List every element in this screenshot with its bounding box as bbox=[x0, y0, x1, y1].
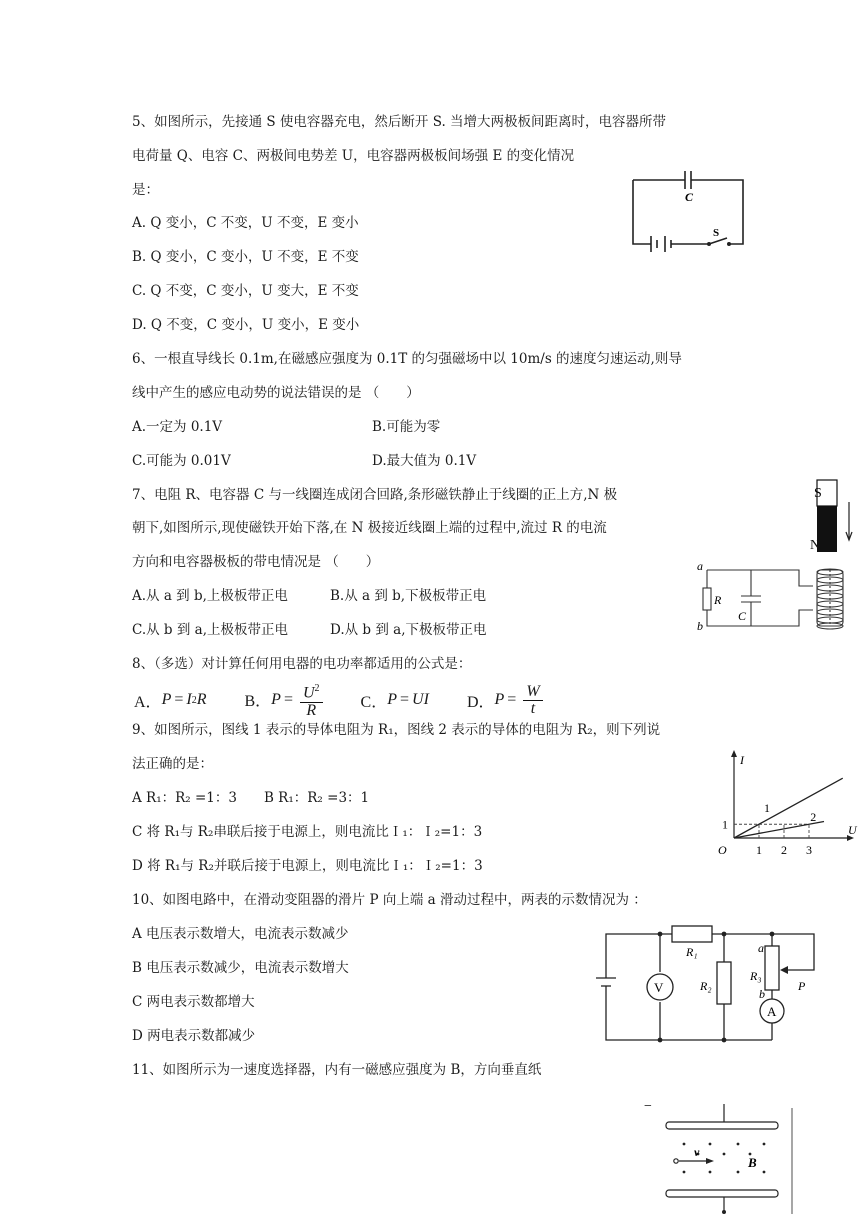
q10-voltmeter-label: V bbox=[654, 980, 664, 995]
q9-y-axis-label: I bbox=[740, 753, 744, 767]
q6-option-d: D.最大值为 0.1V bbox=[372, 453, 477, 469]
q6-line-2: 线中产生的感应电动势的说法错误的是 （ ） bbox=[132, 385, 420, 401]
q11-fig-b-label: B bbox=[748, 1155, 757, 1170]
q11-fig-v-label: v bbox=[694, 1145, 700, 1159]
q9-iu-graph bbox=[710, 748, 855, 863]
q9-option-c: C 将 R₁与 R₂串联后接于电源上，则电流比Ｉ₁：Ｉ₂=1：3 bbox=[132, 824, 483, 840]
q10-fig-a-label: a bbox=[758, 941, 764, 955]
q8-d-w: W bbox=[523, 684, 542, 701]
q8-b-p: P bbox=[271, 690, 281, 708]
q8-option-a bbox=[134, 689, 206, 712]
q7-option-d: D.从 b 到 a,下极板带正电 bbox=[330, 622, 487, 638]
q5-fig-s-label: S bbox=[713, 227, 720, 239]
q5-capacitor-circuit-figure bbox=[625, 168, 750, 253]
q8-option-b bbox=[244, 681, 322, 718]
q5-option-b: B. Q 变小，C 变小，U 不变，E 不变 bbox=[132, 249, 359, 265]
q6-option-b: B.可能为零 bbox=[372, 419, 441, 435]
q9-series-line-1 bbox=[734, 778, 843, 838]
q5-line-3: 是： bbox=[132, 182, 159, 198]
q9-x-tick-label: 1 bbox=[756, 843, 762, 857]
q7-fig-s-label: S bbox=[814, 486, 822, 501]
q7-option-a: A.从 a 到 b,上极板带正电 bbox=[132, 588, 288, 604]
q8-b-r: R bbox=[306, 701, 317, 719]
q10-fig-p-label: P bbox=[798, 979, 806, 993]
q7-magnet-figure bbox=[808, 476, 858, 554]
q8-c-p: P bbox=[387, 691, 398, 708]
q8-b-u: U bbox=[302, 684, 315, 702]
q8-b-fraction bbox=[300, 681, 323, 718]
q9-series-label-1: 1 bbox=[764, 800, 770, 815]
q8-d-fraction bbox=[523, 684, 542, 717]
q8-option-c-label: C． bbox=[360, 693, 388, 711]
q8-option-d bbox=[467, 684, 543, 717]
q9-y-tick-label: 1 bbox=[722, 817, 728, 832]
q8-a-exp: 2 bbox=[191, 694, 197, 706]
q6-option-c: C.可能为 0.01V bbox=[132, 453, 231, 469]
q8-d-eq: = bbox=[507, 691, 517, 708]
q7-fig-n-label: N bbox=[810, 538, 821, 553]
q5-fig-c-label: C bbox=[685, 190, 694, 204]
q8-a-eq: = bbox=[174, 691, 184, 708]
q6-option-a: A.一定为 0.1V bbox=[132, 419, 223, 435]
q9-option-d: D 将 R₁与 R₂并联后接于电源上，则电流比Ｉ₁：Ｉ₂=1：3 bbox=[132, 858, 483, 874]
q7-fig-a-label: a bbox=[697, 559, 703, 573]
q8-d-p: P bbox=[494, 691, 505, 708]
q8-a-i: I bbox=[186, 691, 192, 708]
q7-option-c: C.从 b 到 a,上极板带正电 bbox=[132, 622, 288, 638]
q11-line-1: 11、如图所示为一速度选择器，内有一磁感应强度为 B，方向垂直纸 bbox=[132, 1062, 542, 1078]
q8-option-c bbox=[361, 689, 429, 712]
q6-line-1: 6、一根直导线长 0.1m,在磁感应强度为 0.1T 的匀强磁场中以 10m/s 的速度匀速运动,则导 bbox=[132, 351, 682, 367]
q5-line-1: 5、如图所示，先接通 S 使电容器充电，然后断开 S. 当增大两极板间距离时，电容器所带 bbox=[132, 114, 667, 130]
q9-origin-label: O bbox=[718, 843, 727, 857]
q10-ammeter-label: A bbox=[767, 1004, 777, 1019]
q10-option-a: A 电压表示数增大，电流表示数减少 bbox=[132, 926, 349, 942]
q5-option-c: C. Q 不变，C 变小，U 变大，E 不变 bbox=[132, 283, 359, 299]
q10-fig-r1-label: R₁ bbox=[686, 945, 698, 959]
q9-series-label-2: 2 bbox=[810, 809, 817, 824]
q9-x-tick-label: 3 bbox=[806, 843, 812, 857]
q7-option-b: B.从 a 到 b,下极板带正电 bbox=[330, 588, 487, 604]
q8-option-a-label: A． bbox=[134, 693, 162, 711]
q11-fig-minus-label: − bbox=[644, 1099, 652, 1114]
q5-option-a: A. Q 变小，C 不变，U 不变，E 变小 bbox=[132, 215, 359, 231]
q7-fig-r-label: R bbox=[714, 593, 722, 607]
q8-option-d-label: D． bbox=[466, 693, 495, 711]
q8-c-ui: UI bbox=[412, 691, 429, 708]
q8-formula-options bbox=[134, 680, 581, 720]
q9-y-axis-arrow bbox=[731, 750, 737, 757]
q5-option-d: D. Q 不变，C 变小，U 变小，E 变小 bbox=[132, 317, 360, 333]
q8-option-b-label: B． bbox=[244, 693, 272, 711]
q8-d-t: t bbox=[530, 699, 536, 717]
q9-line-1: 9、如图所示，图线 1 表示的导体电阻为 R₁，图线 2 表示的导体的电阻为 R₂，则下列说 bbox=[132, 722, 661, 738]
q9-line-2: 法正确的是： bbox=[132, 756, 213, 772]
q11-velocity-selector-figure bbox=[640, 1098, 800, 1216]
q7-line-1: 7、电阻 R、电容器 C 与一线圈连成闭合回路,条形磁铁静止于线圈的正上方,N 极 bbox=[132, 487, 618, 503]
q8-line-1: 8、（多选）对计算任何用电器的电功率都适用的公式是： bbox=[132, 656, 472, 672]
q10-line-1: 10、如图电路中，在滑动变阻器的滑片 P 向上端 a 滑动过程中，两表的示数情况为 ： bbox=[132, 892, 647, 908]
q8-a-p: P bbox=[161, 691, 172, 708]
q10-option-d: D 两电表示数都减少 bbox=[132, 1028, 256, 1044]
q7-rc-coil-circuit-figure bbox=[695, 558, 855, 636]
q7-line-2: 朝下,如图所示,现使磁铁开始下落,在 N 极接近线圈上端的过程中,流过 R 的电流 bbox=[132, 520, 607, 536]
q10-fig-r3-label: R₃ bbox=[750, 969, 762, 983]
q9-x-axis-label: U bbox=[848, 823, 857, 837]
q10-circuit-figure bbox=[592, 918, 828, 1050]
q9-x-tick-label: 2 bbox=[781, 843, 787, 857]
q8-b-exp: 2 bbox=[314, 683, 320, 695]
q10-option-b: B 电压表示数减少，电流表示数增大 bbox=[132, 960, 349, 976]
q7-fig-c-label: C bbox=[738, 609, 747, 623]
q8-b-eq: = bbox=[283, 690, 293, 708]
q7-line-3: 方向和电容器极板的带电情况是 （ ） bbox=[132, 554, 380, 570]
q8-c-eq: = bbox=[400, 691, 410, 708]
q7-fig-b-label: b bbox=[697, 619, 703, 633]
q10-option-c: C 两电表示数都增大 bbox=[132, 994, 255, 1010]
q5-line-2: 电荷量 Q、电容 C、两极间电势差 U，电容器两极板间场强 E 的变化情况 bbox=[132, 148, 575, 164]
q10-fig-b-label: b bbox=[759, 987, 765, 1001]
q9-option-ab: A R₁：R₂ =1：3 B R₁：R₂ =3：1 bbox=[132, 790, 370, 806]
q10-fig-r2-label: R₂ bbox=[700, 979, 712, 993]
q8-a-r: R bbox=[196, 691, 207, 708]
